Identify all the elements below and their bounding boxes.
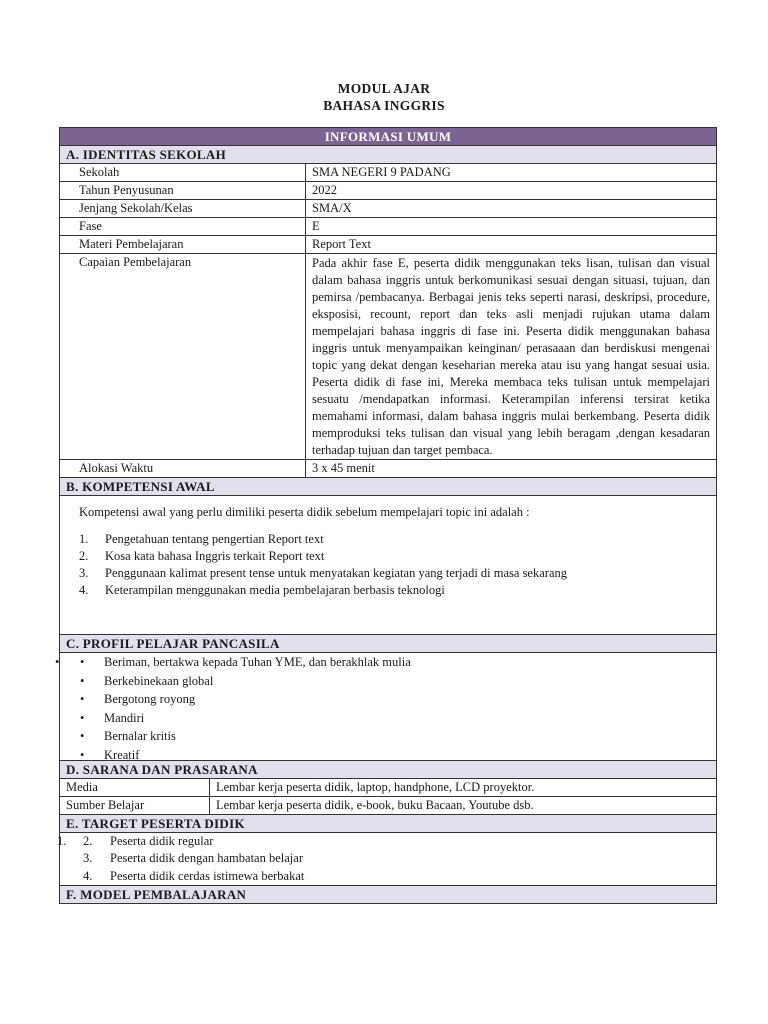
bullet-icon: • — [80, 655, 85, 669]
list-item — [79, 582, 697, 599]
row-value: Report Text — [312, 237, 371, 251]
table-row — [60, 200, 716, 218]
list-text: Peserta didik dengan hambatan belajar — [110, 851, 303, 866]
stray-bullet: • — [55, 655, 60, 669]
row-value: SMA NEGERI 9 PADANG — [312, 165, 451, 179]
list-text: Penggunaan kalimat present tense untuk menyatakan kegiatan yang terjadi di masa sekarang — [105, 566, 567, 580]
list-item — [60, 709, 716, 728]
list-item — [60, 868, 716, 885]
row-label: Sumber Belajar — [60, 797, 210, 814]
bullet-icon: • — [80, 747, 85, 762]
table-row — [60, 779, 716, 797]
list-text: Bergotong royong — [104, 692, 196, 706]
list-item — [60, 746, 716, 765]
informasi-umum-header: INFORMASI UMUM — [60, 128, 716, 146]
row-label: Fase — [60, 218, 306, 235]
table-row — [60, 236, 716, 254]
list-item — [60, 727, 716, 746]
alokasi-value: 3 x 45 menit — [312, 461, 375, 475]
list-item — [79, 531, 697, 548]
list-text: Peserta didik regular — [110, 834, 214, 848]
section-d-header: D. SARANA DAN PRASARANA — [60, 761, 716, 779]
list-text: Kreatif — [104, 747, 140, 762]
target-list — [57, 833, 716, 886]
list-text: Kosa kata bahasa Inggris terkait Report text — [105, 549, 325, 563]
bullet-icon: • — [80, 692, 85, 706]
row-label: Sekolah — [60, 164, 306, 181]
section-a-header: A. IDENTITAS SEKOLAH — [60, 146, 716, 164]
alokasi-label: Alokasi Waktu — [60, 460, 306, 477]
list-item — [79, 565, 697, 582]
list-text: Peserta didik cerdas istimewa berbakat — [110, 868, 305, 883]
list-number: 1. — [79, 532, 89, 546]
list-item — [60, 653, 716, 672]
list-item — [79, 548, 697, 565]
table-row — [60, 164, 716, 182]
kompetensi-intro: Kompetensi awal yang perlu dimiliki peserta didik sebelum mempelajari topic ini adalah : — [79, 505, 530, 519]
section-b-header: B. KOMPETENSI AWAL — [60, 478, 716, 496]
kompetensi-list — [79, 531, 697, 599]
row-label: Materi Pembelajaran — [60, 236, 306, 253]
section-c-header: C. PROFIL PELAJAR PANCASILA — [60, 635, 716, 653]
bullet-icon: • — [80, 729, 85, 743]
title-line-2: BAHASA INGGRIS — [323, 98, 445, 113]
list-text: Keterampilan menggunakan media pembelajaran berbasis teknologi — [105, 583, 445, 597]
capaian-row — [60, 254, 716, 460]
list-item — [60, 690, 716, 709]
section-e-header: E. TARGET PESERTA DIDIK — [60, 815, 716, 833]
list-text: Bernalar kritis — [104, 729, 176, 743]
row-label: Jenjang Sekolah/Kelas — [60, 200, 306, 217]
list-number: 2. — [83, 834, 93, 848]
module-table — [55, 127, 717, 904]
row-label: Tahun Penyusunan — [60, 182, 306, 199]
section-f-header: F. MODEL PEMBALAJARAN — [60, 886, 716, 903]
stray-number: 1. — [57, 834, 67, 848]
bullet-icon: • — [80, 710, 85, 725]
list-text: Beriman, bertakwa kepada Tuhan YME, dan berakhlak mulia — [104, 655, 411, 669]
row-value: 2022 — [312, 183, 337, 197]
row-value: Lembar kerja peserta didik, e-book, buku Bacaan, Youtube dsb. — [216, 798, 534, 812]
list-number: 4. — [83, 868, 93, 883]
alokasi-row — [60, 460, 716, 478]
list-number: 3. — [79, 566, 89, 580]
table-row — [60, 182, 716, 200]
table-row — [60, 797, 716, 815]
row-label: Media — [60, 779, 210, 796]
table-row — [60, 218, 716, 236]
list-item — [60, 850, 716, 867]
list-item — [60, 672, 716, 691]
row-value: SMA/X — [312, 201, 352, 215]
list-text: Berkebinekaan global — [104, 673, 214, 688]
list-item — [60, 833, 716, 850]
list-text: Mandiri — [104, 710, 145, 725]
row-value: Lembar kerja peserta didik, laptop, handphone, LCD proyektor. — [216, 780, 535, 794]
kompetensi-awal-content — [60, 496, 716, 635]
capaian-text: Pada akhir fase E, peserta didik menggunakan teks lisan, tulisan dan visual dalam bahasa inggris untuk berkomunikasi sesuai dengan situasi, tujuan, dan pemirsa /pembacanya. Berbagai jenis teks seperti narasi, deskripsi, procedure, eksposisi, recount, report dan teks asli menjadi rujukan utama dalam mempelajari bahasa inggris di fase ini. Peserta didik menggunakan bahasa inggris untuk menyampaikan keinginan/ perasaaan dan berdiskusi mengenai topic yang dekat dengan keseharian mereka atau isu yang hangat sesuai usia. Peserta didik di fase ini, Mereka membaca teks tulisan untuk mempelajari sesuatu /mendapatkan informasi. Keterampilan inferensi tersirat ketika memahami informasi, dalam bahasa inggris mulai berkembang. Peserta didik memproduksi teks tulisan dan visual yang lebih beragam ,dengan kesadaran terhadap tujuan dan target pembaca. — [312, 256, 710, 457]
title-line-1: MODUL AJAR — [337, 81, 431, 96]
capaian-label: Capaian Pembelajaran — [60, 254, 306, 459]
list-number: 4. — [79, 583, 89, 597]
profil-list — [55, 653, 716, 762]
bullet-icon: • — [80, 673, 85, 688]
list-text: Pengetahuan tentang pengertian Report text — [105, 532, 324, 546]
list-number: 2. — [79, 549, 89, 563]
document-title — [0, 80, 768, 114]
row-value: E — [312, 219, 320, 233]
list-number: 3. — [83, 851, 93, 866]
